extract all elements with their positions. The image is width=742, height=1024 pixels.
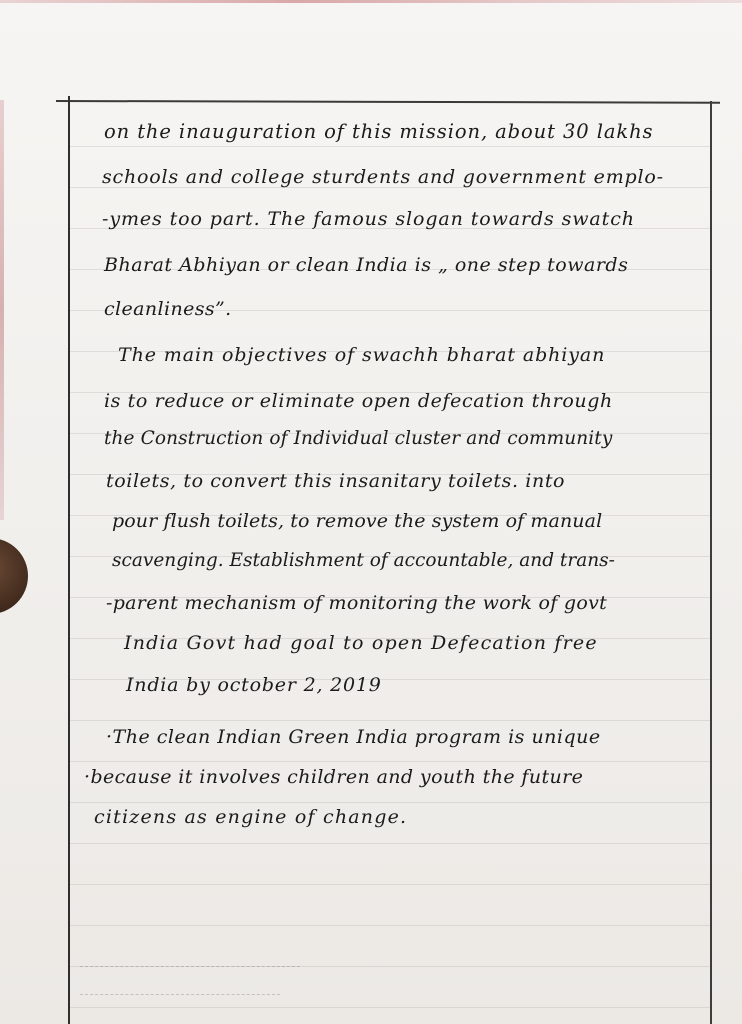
text-line: pour flush toilets, to remove the system of manual [112,510,603,532]
text-line: -ymes too part. The famous slogan towards swatch [102,208,635,230]
text-line: The main objectives of swachh bharat abhiyan [118,344,606,366]
text-line: scavenging. Establishment of accountable, and trans- [112,550,615,571]
text-line: is to reduce or eliminate open defecation through [104,390,613,412]
text-line: India Govt had goal to open Defecation free [124,632,598,654]
text-line: -parent mechanism of monitoring the work of govt [106,592,608,614]
text-line: ·because it involves children and youth the future [84,766,584,788]
text-line: schools and college sturdents and government emplo- [102,166,664,188]
text-line: citizens as engine of change. [94,806,408,828]
text-line: India by october 2, 2019 [126,674,382,696]
text-line: on the inauguration of this mission, about 30 lakhs [104,120,654,143]
text-line: toilets, to convert this insanitary toilets. into [106,470,566,492]
text-line: Bharat Abhiyan or clean India is „ one step towards [104,254,629,276]
text-line: ·The clean Indian Green India program is unique [106,726,601,748]
text-line: the Construction of Individual cluster and community [104,428,613,449]
show-through-mark [80,966,300,977]
show-through-mark [80,994,280,1005]
text-line: cleanliness”. [104,298,232,320]
